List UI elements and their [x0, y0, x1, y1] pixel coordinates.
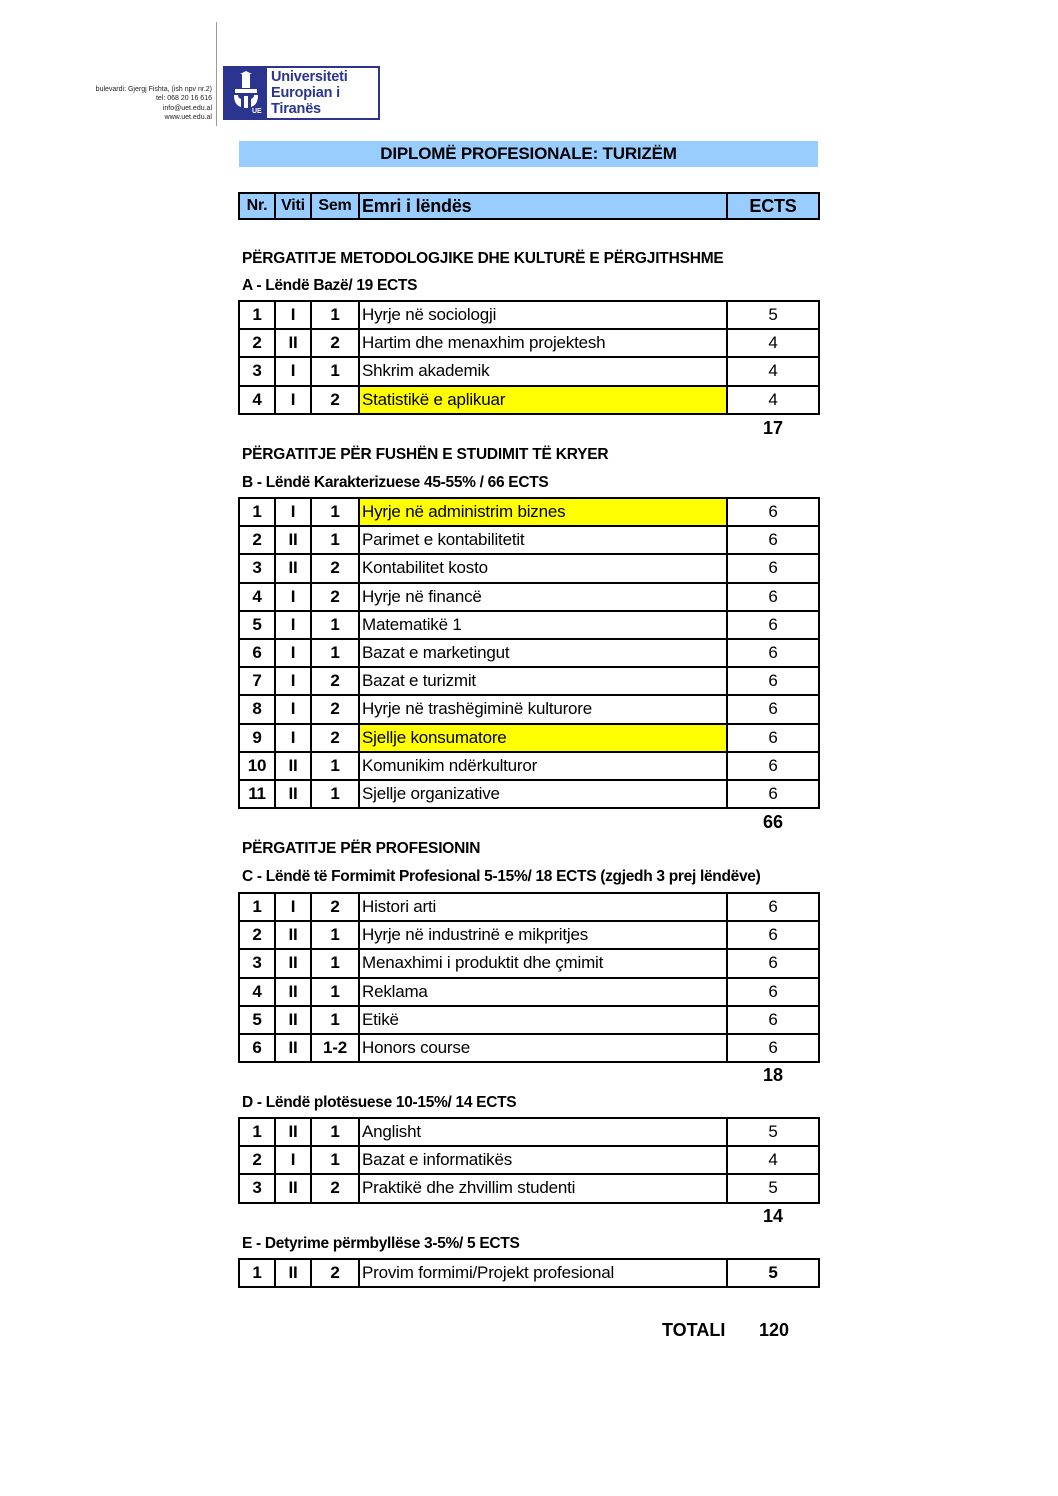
row-ects: 4 [727, 329, 819, 357]
row-ects: 6 [727, 752, 819, 780]
table-row [239, 893, 819, 921]
col-name: Emri i lëndës [359, 193, 727, 219]
row-course-name: Matematikë 1 [359, 611, 727, 639]
row-viti: I [275, 1146, 311, 1174]
row-sem: 1 [311, 498, 359, 526]
row-sem: 2 [311, 1259, 359, 1287]
row-sem: 2 [311, 583, 359, 611]
row-nr: 6 [239, 1034, 275, 1062]
row-viti: I [275, 639, 311, 667]
email-line: info@uet.edu.al [162, 104, 212, 112]
row-nr: 4 [239, 978, 275, 1006]
course-table [238, 497, 820, 809]
table-row [239, 639, 819, 667]
col-nr: Nr. [239, 193, 275, 219]
group-total: 66 [762, 812, 784, 832]
row-viti: II [275, 1259, 311, 1287]
row-ects: 6 [727, 1006, 819, 1034]
row-sem: 2 [311, 695, 359, 723]
row-sem: 1 [311, 780, 359, 808]
row-viti: I [275, 893, 311, 921]
section-heading-field: PËRGATITJE PËR FUSHËN E STUDIMIT TË KRYER [242, 446, 609, 463]
table-row [239, 1174, 819, 1202]
row-course-name: Hyrje në sociologji [359, 301, 727, 329]
row-course-name: Menaxhimi i produktit dhe çmimit [359, 949, 727, 977]
row-nr: 1 [239, 498, 275, 526]
row-sem: 1 [311, 611, 359, 639]
table-row [239, 724, 819, 752]
row-viti: I [275, 667, 311, 695]
row-ects: 6 [727, 949, 819, 977]
group-total: 17 [762, 418, 784, 438]
row-course-name: Bazat e turizmit [359, 667, 727, 695]
column-header [238, 192, 820, 220]
row-course-name: Hyrje në financë [359, 583, 727, 611]
table-row [239, 695, 819, 723]
table-row [239, 921, 819, 949]
row-course-name: Statistikë e aplikuar [359, 386, 727, 414]
row-viti: II [275, 554, 311, 582]
emblem-icon [225, 68, 267, 118]
row-nr: 2 [239, 526, 275, 554]
row-course-name: Etikë [359, 1006, 727, 1034]
row-nr: 3 [239, 357, 275, 385]
row-ects: 6 [727, 780, 819, 808]
row-course-name: Kontabilitet kosto [359, 554, 727, 582]
page-title: DIPLOMË PROFESIONALE: TURIZËM [239, 141, 818, 167]
row-ects: 5 [727, 301, 819, 329]
row-sem: 1 [311, 1118, 359, 1146]
row-sem: 1-2 [311, 1034, 359, 1062]
row-sem: 1 [311, 752, 359, 780]
row-nr: 5 [239, 1006, 275, 1034]
row-nr: 4 [239, 583, 275, 611]
row-sem: 1 [311, 921, 359, 949]
row-sem: 1 [311, 526, 359, 554]
row-ects: 6 [727, 978, 819, 1006]
row-viti: II [275, 780, 311, 808]
row-viti: I [275, 357, 311, 385]
table-row [239, 357, 819, 385]
row-nr: 1 [239, 1118, 275, 1146]
row-viti: I [275, 386, 311, 414]
row-nr: 1 [239, 893, 275, 921]
row-course-name: Bazat e marketingut [359, 639, 727, 667]
row-course-name: Hyrje në industrinë e mikpritjes [359, 921, 727, 949]
row-nr: 3 [239, 554, 275, 582]
row-sem: 1 [311, 949, 359, 977]
row-course-name: Histori arti [359, 893, 727, 921]
row-sem: 2 [311, 1174, 359, 1202]
group-title: B - Lëndë Karakterizuese 45-55% / 66 ECTS [242, 474, 549, 491]
table-row [239, 1006, 819, 1034]
row-sem: 1 [311, 1146, 359, 1174]
row-viti: II [275, 949, 311, 977]
row-viti: II [275, 921, 311, 949]
row-nr: 11 [239, 780, 275, 808]
row-course-name: Shkrim akademik [359, 357, 727, 385]
row-ects: 6 [727, 667, 819, 695]
row-sem: 2 [311, 329, 359, 357]
table-row [239, 526, 819, 554]
row-course-name: Provim formimi/Projekt profesional [359, 1259, 727, 1287]
row-viti: II [275, 752, 311, 780]
table-row [239, 498, 819, 526]
section-heading-methodology: PËRGATITJE METODOLOGJIKE DHE KULTURË E PËRGJITHSHME [242, 250, 724, 267]
website-line: www.uet.edu.al [164, 114, 212, 122]
row-ects: 6 [727, 893, 819, 921]
row-viti: I [275, 301, 311, 329]
group-total: 14 [762, 1206, 784, 1226]
row-nr: 2 [239, 329, 275, 357]
group-title: E - Detyrime përmbyllëse 3-5%/ 5 ECTS [242, 1235, 520, 1252]
row-ects: 6 [727, 498, 819, 526]
table-row [239, 583, 819, 611]
header-divider [216, 22, 217, 126]
row-nr: 2 [239, 1146, 275, 1174]
row-ects: 5 [727, 1259, 819, 1287]
row-sem: 1 [311, 1006, 359, 1034]
row-viti: I [275, 611, 311, 639]
row-nr: 8 [239, 695, 275, 723]
table-row [239, 752, 819, 780]
row-course-name: Parimet e kontabilitetit [359, 526, 727, 554]
phone-line: tel: 068 20 16 616 [155, 95, 212, 103]
table-row [239, 301, 819, 329]
table-row [239, 978, 819, 1006]
group-title: D - Lëndë plotësuese 10-15%/ 14 ECTS [242, 1094, 517, 1111]
row-viti: I [275, 583, 311, 611]
row-nr: 6 [239, 639, 275, 667]
row-nr: 3 [239, 1174, 275, 1202]
row-sem: 2 [311, 554, 359, 582]
row-viti: I [275, 724, 311, 752]
row-viti: I [275, 498, 311, 526]
row-sem: 1 [311, 978, 359, 1006]
row-sem: 2 [311, 724, 359, 752]
row-ects: 6 [727, 583, 819, 611]
table-row [239, 1146, 819, 1174]
row-ects: 6 [727, 724, 819, 752]
row-ects: 4 [727, 386, 819, 414]
row-sem: 1 [311, 639, 359, 667]
logo-wordmark: Universiteti Europian i Tiranës [271, 69, 348, 117]
course-table [238, 892, 820, 1063]
row-viti: I [275, 695, 311, 723]
row-viti: II [275, 1118, 311, 1146]
section-heading-profession: PËRGATITJE PËR PROFESIONIN [242, 840, 481, 857]
address-block [42, 85, 212, 123]
row-course-name: Hyrje në administrim biznes [359, 498, 727, 526]
svg-text:UE: UE [252, 108, 262, 115]
col-viti: Viti [275, 193, 311, 219]
university-logo [223, 66, 380, 120]
row-ects: 6 [727, 695, 819, 723]
grand-total-value: 120 [759, 1320, 790, 1340]
row-viti: II [275, 1034, 311, 1062]
row-nr: 4 [239, 386, 275, 414]
row-nr: 2 [239, 921, 275, 949]
row-ects: 5 [727, 1174, 819, 1202]
table-row [239, 329, 819, 357]
table-row [239, 1259, 819, 1287]
table-row [239, 667, 819, 695]
row-ects: 6 [727, 1034, 819, 1062]
course-table [238, 1117, 820, 1204]
row-viti: II [275, 526, 311, 554]
row-ects: 6 [727, 611, 819, 639]
row-course-name: Sjellje konsumatore [359, 724, 727, 752]
table-row [239, 1118, 819, 1146]
row-viti: II [275, 1174, 311, 1202]
col-sem: Sem [311, 193, 359, 219]
table-row [239, 611, 819, 639]
row-viti: II [275, 1006, 311, 1034]
group-total: 18 [762, 1065, 784, 1085]
row-sem: 2 [311, 667, 359, 695]
group-title: A - Lëndë Bazë/ 19 ECTS [242, 277, 418, 294]
row-ects: 6 [727, 639, 819, 667]
row-nr: 10 [239, 752, 275, 780]
row-sem: 1 [311, 301, 359, 329]
row-course-name: Sjellje organizative [359, 780, 727, 808]
table-row [239, 780, 819, 808]
row-course-name: Hartim dhe menaxhim projektesh [359, 329, 727, 357]
row-nr: 3 [239, 949, 275, 977]
row-ects: 6 [727, 921, 819, 949]
address-line: bulevardi: Gjergj Fishta, (ish npv nr.2) [95, 86, 212, 93]
row-course-name: Komunikim ndërkulturor [359, 752, 727, 780]
row-ects: 6 [727, 526, 819, 554]
row-viti: II [275, 978, 311, 1006]
row-nr: 1 [239, 301, 275, 329]
row-course-name: Anglisht [359, 1118, 727, 1146]
row-course-name: Bazat e informatikës [359, 1146, 727, 1174]
row-viti: II [275, 329, 311, 357]
grand-total-label: TOTALI [662, 1320, 726, 1340]
row-nr: 7 [239, 667, 275, 695]
row-sem: 1 [311, 357, 359, 385]
course-table [238, 300, 820, 415]
row-course-name: Reklama [359, 978, 727, 1006]
course-table [238, 1258, 820, 1288]
row-ects: 4 [727, 357, 819, 385]
col-ects: ECTS [727, 193, 819, 219]
row-nr: 5 [239, 611, 275, 639]
row-course-name: Hyrje në trashëgiminë kulturore [359, 695, 727, 723]
group-title: C - Lëndë të Formimit Profesional 5-15%/ 18 ECTS (zgjedh 3 prej lëndëve) [242, 868, 761, 885]
row-ects: 6 [727, 554, 819, 582]
table-row [239, 1034, 819, 1062]
row-nr: 9 [239, 724, 275, 752]
table-row [239, 949, 819, 977]
row-course-name: Praktikë dhe zhvillim studenti [359, 1174, 727, 1202]
row-ects: 5 [727, 1118, 819, 1146]
row-course-name: Honors course [359, 1034, 727, 1062]
row-ects: 4 [727, 1146, 819, 1174]
table-row [239, 554, 819, 582]
row-sem: 2 [311, 386, 359, 414]
table-row [239, 386, 819, 414]
row-nr: 1 [239, 1259, 275, 1287]
row-sem: 2 [311, 893, 359, 921]
